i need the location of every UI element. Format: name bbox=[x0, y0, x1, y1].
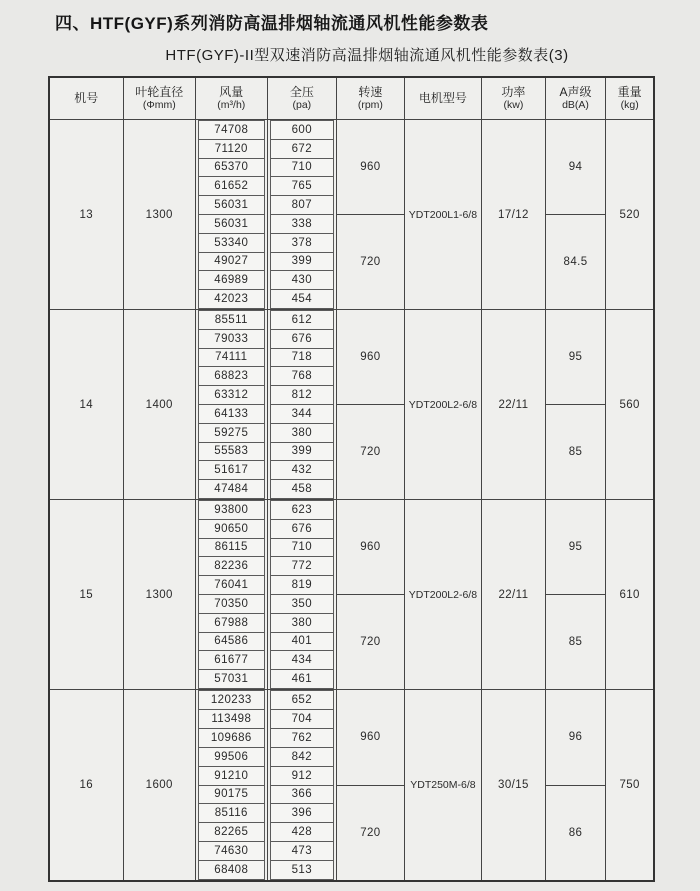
noise-column bbox=[546, 500, 607, 689]
air-flow-cell: 51617 bbox=[198, 460, 265, 480]
pressure-cell: 430 bbox=[270, 270, 335, 290]
air-flow-cell: 74111 bbox=[198, 348, 265, 368]
pressure-cell: 458 bbox=[270, 479, 335, 499]
column-header-power bbox=[482, 78, 546, 119]
motor-model-cell: YDT200L2-6/8 bbox=[405, 310, 482, 499]
speed-column bbox=[337, 690, 405, 880]
column-header-unit: (rpm) bbox=[357, 99, 383, 112]
column-header-label: A声级 bbox=[559, 84, 592, 99]
pressure-cell: 819 bbox=[270, 575, 335, 595]
air-flow-cell: 82265 bbox=[198, 822, 265, 842]
air-flow-cell: 57031 bbox=[198, 669, 265, 689]
noise-column bbox=[546, 120, 607, 309]
pressure-cell: 676 bbox=[270, 519, 335, 539]
motor-model-cell: YDT250M-6/8 bbox=[405, 690, 482, 880]
power-cell: 17/12 bbox=[482, 120, 546, 309]
pressure-cell: 623 bbox=[270, 500, 335, 520]
pressure-cell: 600 bbox=[270, 120, 335, 140]
air-flow-cell: 56031 bbox=[198, 214, 265, 234]
air-flow-cell: 90175 bbox=[198, 785, 265, 805]
column-header-label: 全压 bbox=[289, 84, 314, 99]
column-header-impeller-diameter bbox=[124, 78, 197, 119]
air-flow-cell: 63312 bbox=[198, 385, 265, 405]
air-flow-cell: 64586 bbox=[198, 632, 265, 652]
pressure-cell: 380 bbox=[270, 613, 335, 633]
noise-low-cell: 85 bbox=[568, 636, 583, 648]
pressure-cell: 768 bbox=[270, 366, 335, 386]
power-cell: 22/11 bbox=[482, 310, 546, 499]
pressure-column bbox=[268, 500, 338, 689]
fan-group-16 bbox=[50, 690, 653, 880]
pressure-cell: 396 bbox=[270, 803, 335, 823]
column-header-unit: (Φmm) bbox=[142, 99, 176, 112]
column-header-unit: (m³/h) bbox=[217, 99, 246, 112]
weight-cell: 520 bbox=[619, 208, 640, 221]
noise-high-cell: 94 bbox=[546, 120, 606, 215]
pressure-cell: 762 bbox=[270, 728, 335, 748]
column-header-label: 风量 bbox=[219, 84, 244, 99]
air-flow-cell: 59275 bbox=[198, 423, 265, 443]
column-header-weight bbox=[606, 78, 653, 119]
air-flow-cell: 46989 bbox=[198, 270, 265, 290]
air-flow-cell: 61652 bbox=[198, 176, 265, 196]
air-flow-cell: 90650 bbox=[198, 519, 265, 539]
pressure-cell: 366 bbox=[270, 785, 335, 805]
fan-group-15 bbox=[50, 500, 653, 690]
column-header-total-pressure bbox=[268, 78, 338, 119]
pressure-cell: 772 bbox=[270, 556, 335, 576]
air-flow-cell: 47484 bbox=[198, 479, 265, 499]
air-flow-cell: 120233 bbox=[198, 690, 265, 710]
speed-low-cell: 720 bbox=[360, 826, 381, 839]
air-flow-cell: 64133 bbox=[198, 404, 265, 424]
air-flow-cell: 109686 bbox=[198, 728, 265, 748]
pressure-cell: 350 bbox=[270, 594, 335, 614]
speed-column bbox=[337, 310, 405, 499]
speed-high-cell: 960 bbox=[337, 500, 404, 595]
fan-group-13 bbox=[50, 120, 653, 310]
pressure-cell: 434 bbox=[270, 650, 335, 670]
table-header bbox=[50, 78, 653, 120]
noise-low-cell: 84.5 bbox=[563, 256, 588, 268]
pressure-cell: 378 bbox=[270, 233, 335, 253]
pressure-cell: 710 bbox=[270, 538, 335, 558]
air-flow-cell: 42023 bbox=[198, 289, 265, 309]
pressure-cell: 338 bbox=[270, 214, 335, 234]
motor-model-cell: YDT200L2-6/8 bbox=[405, 500, 482, 689]
air-flow-cell: 79033 bbox=[198, 329, 265, 349]
column-header-unit: (kw) bbox=[503, 99, 524, 112]
pressure-cell: 912 bbox=[270, 766, 335, 786]
pressure-column bbox=[268, 120, 338, 309]
pressure-cell: 344 bbox=[270, 404, 335, 424]
noise-high-cell: 95 bbox=[546, 500, 606, 595]
air-flow-cell: 91210 bbox=[198, 766, 265, 786]
pressure-cell: 401 bbox=[270, 632, 335, 652]
air-flow-cell: 68408 bbox=[198, 860, 265, 880]
column-header-unit: dB(A) bbox=[562, 99, 589, 112]
air-flow-cell: 86115 bbox=[198, 538, 265, 558]
air-flow-cell: 76041 bbox=[198, 575, 265, 595]
pressure-cell: 676 bbox=[270, 329, 335, 349]
noise-low-cell: 85 bbox=[568, 446, 583, 458]
air-flow-cell: 55583 bbox=[198, 442, 265, 462]
column-header-model-no bbox=[50, 78, 124, 119]
air-flow-cell: 67988 bbox=[198, 613, 265, 633]
pressure-cell: 461 bbox=[270, 669, 335, 689]
model-no-cell: 13 bbox=[50, 120, 124, 309]
fan-group-14 bbox=[50, 310, 653, 500]
pressure-cell: 812 bbox=[270, 385, 335, 405]
pressure-cell: 652 bbox=[270, 690, 335, 710]
pressure-cell: 672 bbox=[270, 139, 335, 159]
pressure-cell: 399 bbox=[270, 442, 335, 462]
power-cell: 22/11 bbox=[482, 500, 546, 689]
noise-high-cell: 96 bbox=[546, 690, 606, 786]
impeller-diameter-cell: 1300 bbox=[124, 500, 197, 689]
impeller-diameter-cell: 1300 bbox=[124, 120, 197, 309]
performance-table bbox=[48, 76, 655, 882]
speed-high-cell: 960 bbox=[337, 690, 404, 786]
air-flow-cell: 113498 bbox=[198, 709, 265, 729]
air-flow-column bbox=[196, 500, 268, 689]
air-flow-cell: 85116 bbox=[198, 803, 265, 823]
column-header-label: 重量 bbox=[617, 84, 642, 99]
air-flow-cell: 74630 bbox=[198, 841, 265, 861]
air-flow-cell: 56031 bbox=[198, 195, 265, 215]
pressure-cell: 765 bbox=[270, 176, 335, 196]
pressure-cell: 428 bbox=[270, 822, 335, 842]
air-flow-cell: 85511 bbox=[198, 310, 265, 330]
pressure-cell: 718 bbox=[270, 348, 335, 368]
pressure-cell: 380 bbox=[270, 423, 335, 443]
weight-cell: 610 bbox=[619, 588, 640, 601]
air-flow-column bbox=[196, 690, 268, 880]
column-header-label: 电机型号 bbox=[418, 90, 467, 105]
pressure-column bbox=[268, 690, 338, 880]
speed-column bbox=[337, 120, 405, 309]
pressure-cell: 432 bbox=[270, 460, 335, 480]
air-flow-cell: 49027 bbox=[198, 252, 265, 272]
air-flow-column bbox=[196, 310, 268, 499]
pressure-cell: 454 bbox=[270, 289, 335, 309]
air-flow-cell: 99506 bbox=[198, 747, 265, 767]
motor-model-cell: YDT200L1-6/8 bbox=[405, 120, 482, 309]
table-caption: HTF(GYF)-II型双速消防高温排烟轴流通风机性能参数表(3) bbox=[165, 47, 569, 64]
weight-cell: 750 bbox=[619, 779, 640, 791]
pressure-cell: 704 bbox=[270, 709, 335, 729]
page-title: 四、HTF(GYF)系列消防高温排烟轴流通风机性能参数表 bbox=[55, 14, 489, 33]
model-no-cell: 16 bbox=[50, 690, 124, 880]
air-flow-cell: 71120 bbox=[198, 139, 265, 159]
model-no-cell: 14 bbox=[50, 310, 124, 499]
pressure-cell: 807 bbox=[270, 195, 335, 215]
noise-column bbox=[546, 310, 607, 499]
air-flow-cell: 65370 bbox=[198, 158, 265, 178]
pressure-cell: 473 bbox=[270, 841, 335, 861]
weight-cell: 560 bbox=[619, 398, 640, 411]
column-header-label: 转速 bbox=[358, 84, 383, 99]
speed-high-cell: 960 bbox=[337, 120, 404, 215]
column-header-air-flow bbox=[196, 78, 268, 119]
speed-column bbox=[337, 500, 405, 689]
speed-low-cell: 720 bbox=[360, 256, 381, 268]
column-header-label: 功率 bbox=[501, 84, 526, 99]
air-flow-cell: 74708 bbox=[198, 120, 265, 140]
air-flow-cell: 61677 bbox=[198, 650, 265, 670]
speed-high-cell: 960 bbox=[337, 310, 404, 405]
air-flow-column bbox=[196, 120, 268, 309]
air-flow-cell: 82236 bbox=[198, 556, 265, 576]
column-header-unit: (pa) bbox=[292, 99, 312, 112]
pressure-cell: 513 bbox=[270, 860, 335, 880]
speed-low-cell: 720 bbox=[360, 636, 381, 648]
column-header-speed bbox=[337, 78, 405, 119]
noise-low-cell: 86 bbox=[568, 826, 583, 839]
table-body bbox=[50, 120, 653, 880]
column-header-label: 机号 bbox=[74, 90, 99, 105]
column-header-label: 叶轮直径 bbox=[135, 84, 184, 99]
pressure-column bbox=[268, 310, 338, 499]
speed-low-cell: 720 bbox=[360, 446, 381, 458]
pressure-cell: 842 bbox=[270, 747, 335, 767]
impeller-diameter-cell: 1600 bbox=[124, 690, 197, 880]
power-cell: 30/15 bbox=[482, 690, 546, 880]
pressure-cell: 612 bbox=[270, 310, 335, 330]
column-header-noise-level bbox=[546, 78, 607, 119]
pressure-cell: 710 bbox=[270, 158, 335, 178]
air-flow-cell: 93800 bbox=[198, 500, 265, 520]
column-header-motor-model bbox=[405, 78, 482, 119]
pressure-cell: 399 bbox=[270, 252, 335, 272]
air-flow-cell: 53340 bbox=[198, 233, 265, 253]
air-flow-cell: 70350 bbox=[198, 594, 265, 614]
model-no-cell: 15 bbox=[50, 500, 124, 689]
noise-high-cell: 95 bbox=[546, 310, 606, 405]
air-flow-cell: 68823 bbox=[198, 366, 265, 386]
impeller-diameter-cell: 1400 bbox=[124, 310, 197, 499]
noise-column bbox=[546, 690, 607, 880]
column-header-unit: (kg) bbox=[620, 99, 639, 112]
